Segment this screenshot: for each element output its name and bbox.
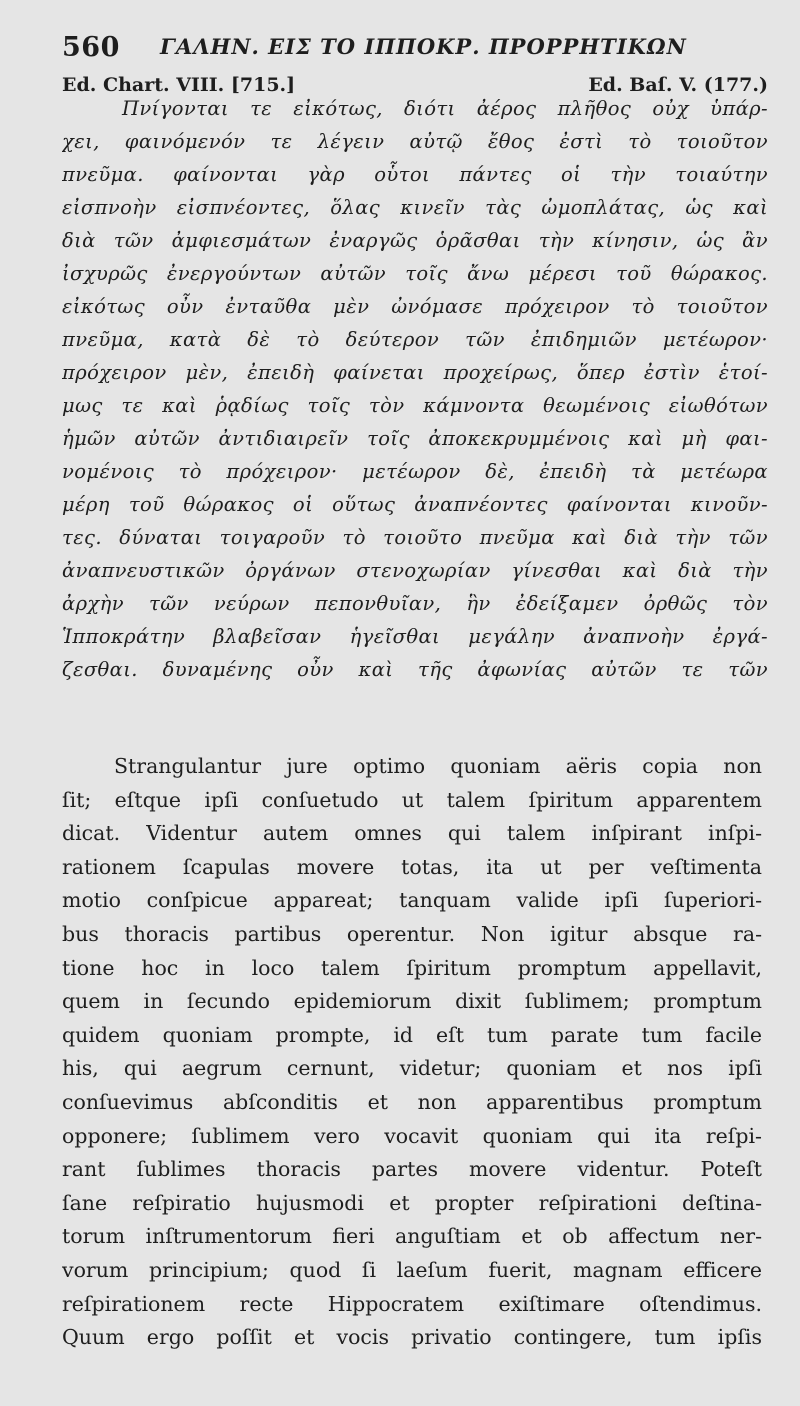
latin-line: opponere; ſublimem vero vocavit quoniam qui ita reſpi- — [62, 1123, 762, 1148]
greek-line: εἰκότως οὖν ἐνταῦθα μὲν ὠνόμασε πρόχειρον τὸ τοιοῦτον — [62, 295, 768, 318]
greek-line: ζεσθαι. δυναμένης οὖν καὶ τῆς ἀφωνίας αὐτῶν τε τῶν — [62, 658, 768, 681]
latin-line: vorum principium; quod ſi laeſum fuerit, magnam efficere — [62, 1257, 762, 1282]
latin-line: dicat. Videntur autem omnes qui talem inſpirant inſpi- — [62, 821, 762, 846]
greek-line: ἀρχὴν τῶν νεύρων πεπονθυῖαν, ἣν ἐδείξαμεν ὀρθῶς τὸν — [62, 592, 768, 615]
latin-line: tione hoc in loco talem ſpiritum promptum appellavit, — [62, 955, 762, 980]
greek-line: μέρη τοῦ θώρακος οἱ οὕτως ἀναπνέοντες φαίνονται κινοῦν- — [62, 493, 768, 516]
latin-line: quidem quoniam prompte, id eſt tum parate tum facile — [62, 1022, 762, 1047]
greek-line: νομένοις τὸ πρόχειρον· μετέωρον δὲ, ἐπειδὴ τὰ μετέωρα — [62, 460, 768, 483]
latin-text-block — [62, 750, 762, 1355]
greek-line: πρόχειρον μὲν, ἐπειδὴ φαίνεται προχείρως, ὅπερ ἐστὶν ἑτοί- — [62, 361, 768, 384]
latin-line: rationem ſcapulas movere totas, ita ut per veſtimenta — [62, 854, 762, 879]
greek-text-block — [62, 92, 768, 686]
greek-line: τες. δύναται τοιγαροῦν τὸ τοιοῦτο πνεῦμα καὶ διὰ τὴν τῶν — [62, 526, 768, 549]
latin-line: quem in ſecundo epidemiorum dixit ſublimem; promptum — [62, 989, 762, 1014]
edition-right-reference: Ed. Baſ. V. (177.) — [588, 74, 768, 96]
latin-line: torum inſtrumentorum fieri anguſtiam et ob affectum ner- — [62, 1224, 762, 1249]
latin-line: rant ſublimes thoracis partes movere videntur. Poteſt — [62, 1157, 762, 1182]
greek-line: Ἱπποκράτην βλαβεῖσαν ἡγεῖσθαι μεγάλην ἀναπνοὴν ἐργά- — [62, 625, 768, 648]
latin-line: Quum ergo poſſit et vocis privatio contingere, tum ipſis — [62, 1325, 762, 1350]
latin-line: reſpirationem recte Hippocratem exiſtimare oſtendimus. — [62, 1291, 762, 1316]
greek-line: μως τε καὶ ῥᾳδίως τοῖς τὸν κάμνοντα θεωμένοις εἰωθότων — [62, 394, 768, 417]
greek-line: Πνίγονται τε εἰκότως, διότι ἀέρος πλῆθος οὐχ ὑπάρ- — [122, 97, 768, 120]
greek-line: διὰ τῶν ἀμφιεσμάτων ἐναργῶς ὁρᾶσθαι τὴν κίνησιν, ὡς ἂν — [62, 229, 768, 252]
latin-line: bus thoracis partibus operentur. Non igitur absque ra- — [62, 921, 762, 946]
greek-line: ἀναπνευστικῶν ὀργάνων στενοχωρίαν γίνεσθαι καὶ διὰ τὴν — [62, 559, 768, 582]
greek-line: χει, φαινόμενόν τε λέγειν αὐτῷ ἔθος ἐστὶ τὸ τοιοῦτον — [62, 130, 768, 153]
running-title: ΓΑΛΗΝ. ΕΙΣ ΤΟ ΙΠΠΟΚΡ. ΠΡΟΡΡΗΤΙΚΩΝ — [160, 34, 687, 59]
latin-line: ſit; eſtque ipſi conſuetudo ut talem ſpiritum apparentem — [62, 787, 762, 812]
greek-line: πνεῦμα, κατὰ δὲ τὸ δεύτερον τῶν ἐπιδημιῶν μετέωρον· — [62, 328, 768, 351]
greek-line: πνεῦμα. φαίνονται γὰρ οὗτοι πάντες οἱ τὴν τοιαύτην — [62, 163, 768, 186]
latin-line: his, qui aegrum cernunt, videtur; quoniam et nos ipſi — [62, 1056, 762, 1081]
page-header — [62, 28, 762, 70]
latin-line: motio conſpicue appareat; tanquam valide ipſi ſuperiori- — [62, 888, 762, 913]
page-number: 560 — [62, 32, 120, 63]
edition-left-reference: Ed. Chart. VIII. [715.] — [62, 74, 296, 96]
latin-line: ſane reſpiratio hujusmodi et propter reſpirationi deſtina- — [62, 1190, 762, 1215]
latin-line: conſuevimus abſconditis et non apparentibus promptum — [62, 1089, 762, 1114]
latin-line: Strangulantur jure optimo quoniam aëris copia non — [114, 754, 762, 778]
greek-line: ἰσχυρῶς ἐνεργούντων αὐτῶν τοῖς ἄνω μέρεσι τοῦ θώρακος. — [62, 262, 768, 285]
greek-line: εἰσπνοὴν εἰσπνέοντες, ὅλας κινεῖν τὰς ὠμοπλάτας, ὡς καὶ — [62, 196, 768, 219]
greek-line: ἡμῶν αὐτῶν ἀντιδιαιρεῖν τοῖς ἀποκεκρυμμένοις καὶ μὴ φαι- — [62, 427, 768, 450]
